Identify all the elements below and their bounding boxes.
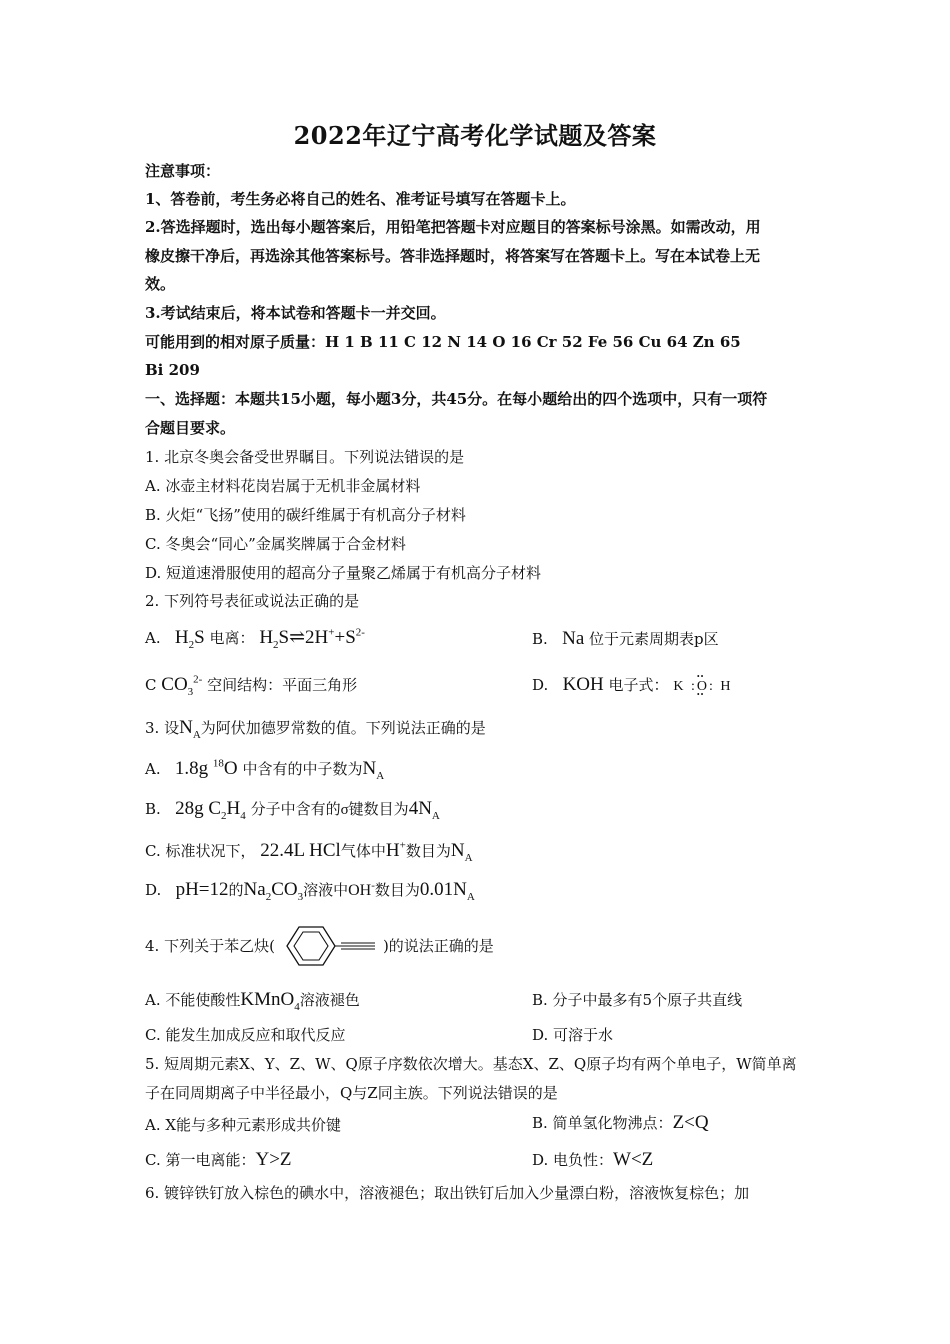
q4-option-b: B. 分子中最多有5个原子共直线: [532, 991, 743, 1009]
q1-option-a: A. 冰壶主材料花岗岩属于无机非金属材料: [145, 477, 421, 495]
section-heading-line-1: 一、选择题：本题共15小题，每小题3分，共45分。在每小题给出的四个选项中，只有一项符: [145, 390, 768, 408]
q4-stem: 4. 下列关于苯乙炔( )的说法正确的是: [145, 935, 494, 959]
q3-option-a: A. 1.8g $^{18}$O 中含有的中子数为$N_A$: [145, 757, 385, 782]
koh-electron-formula: K :•• O ••: H: [673, 677, 732, 697]
q5-option-d: D. 电负性：W<Z: [532, 1149, 654, 1170]
q4-option-d: D. 可溶于水: [532, 1026, 614, 1044]
q2-option-d: D. KOH 电子式： K :•• O ••: H: [532, 675, 732, 697]
q2-option-b: B. Na 位于元素周期表p区: [532, 628, 719, 649]
q5-option-c: C. 第一电离能：Y>Z: [145, 1149, 292, 1170]
note-2-line-3: 效。: [145, 275, 176, 293]
page-title: 2022年辽宁高考化学试题及答案: [293, 121, 657, 150]
atomic-masses-line-2: Bi 209: [145, 361, 200, 379]
q5-option-b: B. 简单氢化物沸点：Z<Q: [532, 1112, 709, 1133]
q1-option-c: C. 冬奥会“同心”金属奖牌属于合金材料: [145, 535, 406, 553]
q5-stem-line-1: 5. 短周期元素X、Y、Z、W、Q原子序数依次增大。基态X、Z、Q原子均有两个单电子，W简单离: [145, 1055, 797, 1073]
q1-stem: 1. 北京冬奥会备受世界瞩目。下列说法错误的是: [145, 448, 465, 466]
q3-option-b: B. 28g $C_2H_4$ 分子中含有的σ键数目为$4N_A$: [145, 798, 440, 822]
q4-option-c: C. 能发生加成反应和取代反应: [145, 1026, 346, 1044]
q3-option-d: D. pH=12的$Na_2CO_3$溶液中OH-数目为$0.01N_A$: [145, 879, 475, 903]
q3-option-c: C. 标准状况下， 22.4L HCl气体中H+数目为$N_A$: [145, 839, 473, 864]
q5-option-a: A. X能与多种元素形成共价键: [145, 1116, 342, 1134]
carbonate-formula: $CO_3^{2-}$: [161, 673, 203, 698]
koh-formula: KOH: [562, 674, 604, 695]
note-1: 1、答卷前，考生务必将自己的姓名、准考证号填写在答题卡上。: [145, 190, 576, 208]
q5-stem-line-2: 子在同周期离子中半径最小，Q与Z同主族。下列说法错误的是: [145, 1084, 558, 1102]
atomic-masses-line-1: 可能用到的相对原子质量：H 1 B 11 C 12 N 14 O 16 Cr 52 Fe 56 Cu 64 Zn 65: [145, 333, 741, 351]
note-3: 3.考试结束后，将本试卷和答题卡一并交回。: [145, 304, 446, 322]
section-heading-line-2: 合题目要求。: [145, 419, 236, 437]
q2-option-c: C $CO_3^{2-}$ 空间结构：平面三角形: [145, 673, 358, 698]
q1-option-d: D. 短道速滑服使用的超高分子量聚乙烯属于有机高分子材料: [145, 564, 542, 582]
h2s-ionization-equation: $H_2S\rightleftharpoons 2H^++S^{2-}$: [259, 626, 365, 651]
q1-option-b: B. 火炬“飞扬”使用的碳纤维属于有机高分子材料: [145, 506, 466, 524]
q4-option-a: A. 不能使酸性KMnO$_4$溶液褪色: [145, 989, 360, 1013]
q2-option-a: A. $H_2S$ 电离： $H_2S\rightleftharpoons 2H^++S^{2-}$: [145, 626, 365, 651]
na-symbol: Na: [562, 628, 585, 649]
h2s-formula: $H_2S$: [174, 627, 205, 651]
note-2-line-2: 橡皮擦干净后，再选涂其他答案标号。答非选择题时，将答案写在答题卡上。写在本试卷上无: [145, 247, 761, 265]
phenylacetylene-structure-icon: [275, 923, 383, 969]
note-2-line-1: 2.答选择题时，选出每小题答案后，用铅笔把答题卡对应题目的答案标号涂黑。如需改动，用: [145, 218, 761, 236]
q3-stem: 3. 设$N_A$为阿伏加德罗常数的值。下列说法正确的是: [145, 717, 486, 741]
notes-heading: 注意事项：: [145, 162, 221, 180]
q6-stem-line-1: 6. 镀锌铁钉放入棕色的碘水中，溶液褪色；取出铁钉后加入少量漂白粉，溶液恢复棕色；加: [145, 1184, 750, 1202]
q2-stem: 2. 下列符号表征或说法正确的是: [145, 592, 360, 610]
